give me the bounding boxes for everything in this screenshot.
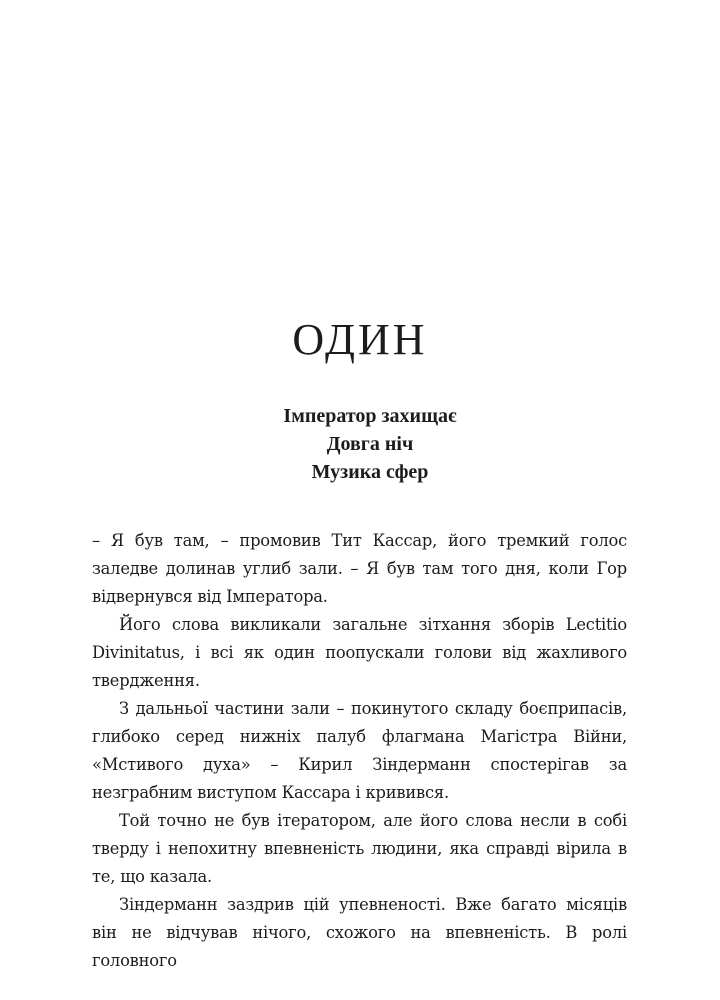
paragraph: Зіндерманн заздрив цій упевненості. Вже багато місяців він не відчував нічого, схожого на впевненість. В ролі головного [92,895,627,970]
chapter-subtitles [0,402,720,486]
chapter-subtitle: Музика сфер [311,461,429,483]
chapter-subtitle: Імператор захищає [283,405,457,427]
chapter-title: ОДИН [292,315,428,364]
paragraph: Той точно не був ітератором, але його слова несли в собі тверду і непохитну впевненість людини, яка справді вірила в те, що казала. [92,811,627,886]
body-text [92,527,627,975]
paragraph: Його слова викликали загальне зітхання зборів Lectitio Divinitatus, і всі як один поопускали голови від жахливого твердження. [92,615,627,690]
paragraph: З дальньої частини зали – покинутого складу боєприпасів, глибоко серед нижніх палуб флагмана Магістра Війни, «Мстивого духа» – Кирил Зіндерманн спостерігав за незграбним виступом Кассара і кривився. [92,699,627,802]
chapter-subtitle: Довга ніч [326,433,414,455]
paragraph: – Я був там, – промовив Тит Кассар, його тремкий голос заледве долинав углиб зали. – Я був там того дня, коли Гор відвернувся від Імператора. [92,531,627,606]
